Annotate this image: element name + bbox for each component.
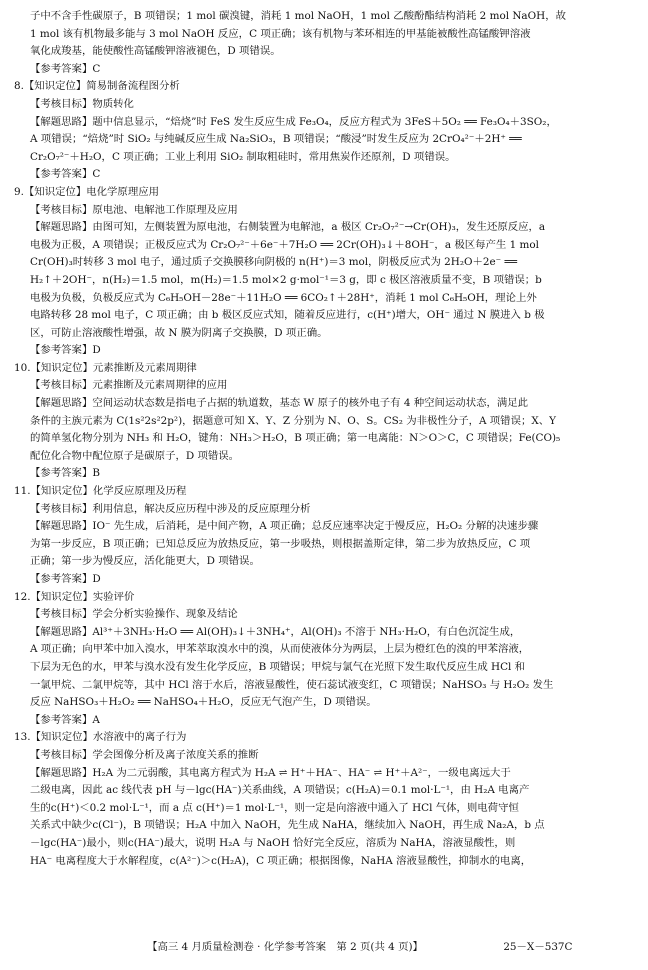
page-footer bbox=[30, 938, 630, 953]
question-heading bbox=[14, 184, 630, 202]
question-line bbox=[30, 342, 630, 360]
line-text: 【考核目标】学会图像分析及离子浓度关系的推断 bbox=[30, 748, 259, 761]
line-text: 关系式中缺少c(Cl⁻)，B 项错误；H₂A 中加入 NaOH，先生成 NaHA，继续加入 NaOH，再生成 Na₂A，b 点 bbox=[30, 819, 545, 832]
answer-content bbox=[14, 8, 630, 870]
line-text: Cr(OH)₃时转移 3 mol 电子，通过质子交换膜移向阴极的 n(H⁺)＝3 mol，阴极反应式为 2H₂O＋2e⁻ ══ bbox=[30, 256, 517, 269]
line-text: 【参考答案】C bbox=[30, 168, 101, 181]
question-line bbox=[30, 817, 630, 835]
question-heading bbox=[14, 483, 630, 501]
line-text: H₂↑＋2OH⁻，n(H₂)＝1.5 mol，m(H₂)＝1.5 mol×2 g·mol⁻¹＝3 g，即 c 极区溶液质量不变，B 项错误；b bbox=[30, 273, 542, 286]
question-line bbox=[30, 377, 630, 395]
question-number: 12. bbox=[14, 590, 31, 603]
line-text: Cr₂O₇²⁻＋H₂O，C 项正确；工业上利用 SiO₂ 制取粗硅时，常用焦炭作还原剂，D 项错误。 bbox=[30, 150, 456, 163]
intro-line: 子中不含手性碳原子，B 项错误；1 mol 碳溴键，消耗 1 mol NaOH，1 mol 乙酸酚酯结构消耗 2 mol NaOH，故 bbox=[30, 10, 566, 22]
question-line bbox=[30, 465, 630, 483]
question-line bbox=[30, 325, 630, 343]
line-text: A 项正确；向甲苯中加入溴水，甲苯萃取溴水中的溴，从而使液体分为两层，上层为橙红色的溴的甲苯溶液， bbox=[30, 643, 530, 656]
question-number: 11. bbox=[14, 485, 31, 498]
line-text: 【考核目标】元素推断及元素周期律的应用 bbox=[30, 379, 228, 392]
questions-list bbox=[14, 78, 630, 870]
question-line bbox=[30, 800, 630, 818]
line-text: 【知识定位】电化学原理应用 bbox=[23, 185, 159, 198]
question-block bbox=[14, 729, 630, 870]
question-line bbox=[30, 149, 630, 167]
line-text: 【知识定位】水溶液中的离子行为 bbox=[30, 731, 187, 744]
line-text: 【参考答案】B bbox=[30, 467, 100, 480]
line-text: 【考核目标】物质转化 bbox=[30, 97, 134, 110]
question-line bbox=[30, 202, 630, 220]
line-text: 二级电离，因此 ac 线代表 pH 与－lgc(HA⁻)关系曲线，A 项错误；c(H₂A)＝0.1 mol·L⁻¹，由 H₂A 电离产 bbox=[30, 784, 530, 797]
line-text: －lgc(HA⁻)最小，则c(HA⁻)最大，说明 H₂A 与 NaOH 恰好完全反应，溶质为 NaHA，溶液显酸性，则 bbox=[30, 836, 516, 849]
line-text: 生的c(H⁺)＜0.2 mol·L⁻¹，而 a 点 c(H⁺)＝1 mol·L⁻¹，则一定是向溶液中通入了 HCl 气体，则电荷守恒 bbox=[30, 801, 519, 814]
line-text: 反应 NaHSO₃＋H₂O₂ ══ NaHSO₄＋H₂O，反应无气泡产生，D 项错误。 bbox=[30, 696, 377, 709]
question-line bbox=[30, 624, 630, 642]
question-number: 13. bbox=[14, 731, 31, 744]
question-line bbox=[30, 114, 630, 132]
line-text: 条件的主族元素为 C(1s²2s²2p²)，据题意可知 X、Y、Z 分别为 N、O、S。CS₂ 为非极性分子，A 项错误；X、Y bbox=[30, 414, 556, 427]
question-line bbox=[30, 677, 630, 695]
question-line bbox=[30, 641, 630, 659]
question-line bbox=[30, 765, 630, 783]
line-text: 电极为正极，A 项错误；正极反应式为 Cr₂O₇²⁻＋6e⁻＋7H₂O ══ 2Cr(OH)₃↓＋8OH⁻，a 极区每产生 1 mol bbox=[30, 238, 539, 251]
intro-line: 【参考答案】C bbox=[30, 62, 101, 75]
question-line bbox=[30, 448, 630, 466]
line-text: 【知识定位】实验评价 bbox=[30, 590, 135, 603]
question-line bbox=[30, 518, 630, 536]
line-text: 【解题思路】Al³⁺＋3NH₃·H₂O ══ Al(OH)₃↓＋3NH₄⁺，Al(OH)₃ 不溶于 NH₃·H₂O，有白色沉淀生成， bbox=[30, 625, 521, 638]
question-block bbox=[14, 78, 630, 184]
line-text: 【解题思路】IO⁻ 先生成，后消耗，是中间产物，A 项正确；总反应速率决定于慢反应，H₂O₂ 分解的决速步骤 bbox=[30, 520, 539, 533]
line-text: 配位化合物中配位原子是碳原子，D 项错误。 bbox=[30, 449, 240, 462]
line-text: 【参考答案】A bbox=[30, 713, 100, 726]
question-line bbox=[30, 747, 630, 765]
question-line bbox=[30, 131, 630, 149]
question-line bbox=[30, 712, 630, 730]
question-line bbox=[30, 96, 630, 114]
intro-line: 氧化成羧基，能使酸性高锰酸钾溶液褪色，D 项错误。 bbox=[30, 45, 281, 58]
question-line bbox=[30, 571, 630, 589]
question-line bbox=[30, 659, 630, 677]
question-line bbox=[30, 835, 630, 853]
line-text: 【解题思路】题中信息显示，“焙烧”时 FeS 发生反应生成 Fe₃O₄，反应方程式为 3FeS＋5O₂ ══ Fe₃O₄＋3SO₂， bbox=[30, 115, 557, 128]
intro-line: 1 mol 该有机物最多能与 3 mol NaOH 反应，C 项正确；该有机物与苯环相连的甲基能被酸性高锰酸钾溶液 bbox=[30, 27, 531, 40]
question-line bbox=[30, 536, 630, 554]
line-text: 为第一步反应，B 项正确；已知总反应为放热反应，第一步吸热，则根据盖斯定律，第二步为放热反应，C 项 bbox=[30, 537, 531, 550]
line-text: 【知识定位】元素推断及元素周期律 bbox=[30, 361, 197, 374]
line-text: 的简单氢化物分别为 NH₃ 和 H₂O，键角：NH₃＞H₂O，B 项正确；第一电离能：N＞O＞C，C 项错误；Fe(CO)₅ bbox=[30, 432, 561, 445]
line-text: 【解题思路】由图可知，左侧装置为原电池，右侧装置为电解池，a 极区 Cr₂O₇²⁻→Cr(OH)₃，发生还原反应，a bbox=[30, 221, 546, 234]
question-line bbox=[30, 413, 630, 431]
intro-block bbox=[30, 8, 630, 78]
question-line bbox=[30, 254, 630, 272]
question-number: 9. bbox=[14, 185, 24, 198]
question-line bbox=[30, 606, 630, 624]
question-line bbox=[30, 782, 630, 800]
line-text: 【解题思路】空间运动状态数是指电子占据的轨道数，基态 W 原子的核外电子有 4 种空间运动状态，满足此 bbox=[30, 397, 529, 410]
line-text: A 项错误；“焙烧”时 SiO₂ 与纯碱反应生成 Na₂SiO₃，B 项错误；“酸浸”时发生反应为 2CrO₄²⁻＋2H⁺ ══ bbox=[30, 133, 522, 146]
question-line bbox=[30, 501, 630, 519]
question-block bbox=[14, 483, 630, 589]
question-line bbox=[30, 553, 630, 571]
question-line bbox=[30, 166, 630, 184]
line-text: 【知识定位】简易制备流程图分析 bbox=[23, 80, 180, 93]
question-line bbox=[30, 853, 630, 871]
footer-title: 【高三 4 月质量检测卷 · 化学参考答案 第 2 页(共 4 页)】 bbox=[147, 941, 423, 953]
question-heading bbox=[14, 589, 630, 607]
line-text: 【知识定位】化学反应原理及历程 bbox=[30, 485, 187, 498]
line-text: 下层为无色的水，甲苯与溴水没有发生化学反应，B 项错误；甲烷与氯气在光照下发生取代反应生成 HCl 和 bbox=[30, 660, 526, 673]
question-heading bbox=[14, 729, 630, 747]
question-block bbox=[14, 360, 630, 483]
line-text: 电路转移 28 mol 电子，C 项正确；由 b 极区反应式知，随着反应进行，c(H⁺)增大，OH⁻ 通过 N 膜进入 b 极 bbox=[30, 309, 545, 322]
footer-code: 25－X－537C bbox=[503, 941, 573, 953]
question-line bbox=[30, 272, 630, 290]
line-text: 电极为负极，负极反应式为 C₆H₅OH－28e⁻＋11H₂O ══ 6CO₂↑＋28H⁺，消耗 1 mol C₆H₅OH，理论上外 bbox=[30, 291, 537, 304]
line-text: 【考核目标】学会分析实验操作、现象及结论 bbox=[30, 608, 238, 621]
question-line bbox=[30, 219, 630, 237]
question-line bbox=[30, 694, 630, 712]
line-text: 正确；第一步为慢反应，活化能更大，D 项错误。 bbox=[30, 555, 260, 568]
question-number: 8. bbox=[14, 80, 24, 93]
line-text: 区，可防止溶液酸性增强，故 N 膜为阴离子交换膜，D 项正确。 bbox=[30, 326, 328, 339]
line-text: 【解题思路】H₂A 为二元弱酸，其电离方程式为 H₂A ⇌ H⁺＋HA⁻、HA⁻ ⇌ H⁺＋A²⁻，一级电离远大于 bbox=[30, 766, 511, 779]
question-line bbox=[30, 237, 630, 255]
line-text: 一氯甲烷、二氯甲烷等，其中 HCl 溶于水后，溶液显酸性，使石蕊试液变红，C 项错误；NaHSO₃ 与 H₂O₂ 发生 bbox=[30, 678, 554, 691]
question-line bbox=[30, 395, 630, 413]
question-line bbox=[30, 290, 630, 308]
question-number: 10. bbox=[14, 361, 31, 374]
line-text: 【参考答案】D bbox=[30, 344, 101, 357]
question-block bbox=[14, 589, 630, 730]
line-text: 【考核目标】原电池、电解池工作原理及应用 bbox=[30, 203, 238, 216]
question-block bbox=[14, 184, 630, 360]
question-line bbox=[30, 430, 630, 448]
question-line bbox=[30, 307, 630, 325]
line-text: 【参考答案】D bbox=[30, 573, 101, 585]
line-text: HA⁻ 电离程度大于水解程度，c(A²⁻)＞c(H₂A)，C 项正确；根据图像，NaHA 溶液显酸性，抑制水的电离， bbox=[30, 854, 532, 867]
line-text: 【考核目标】利用信息，解决反应历程中涉及的反应原理分析 bbox=[30, 502, 311, 515]
question-heading bbox=[14, 360, 630, 378]
question-heading bbox=[14, 78, 630, 96]
